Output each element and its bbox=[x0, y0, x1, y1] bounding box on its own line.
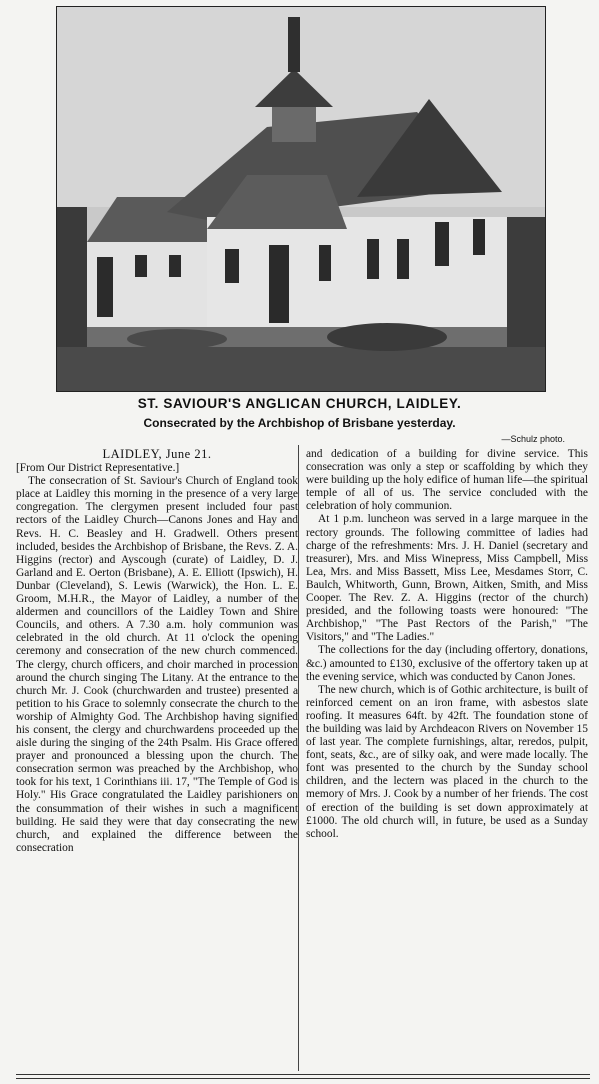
article-paragraph: The consecration of St. Saviour's Church of England took place at Laidley this morning in the presence of a very large congregation. The clergymen present included four past rectors of the Laidley Church—Canons Jones and Hay and Revs. H. C. Beasley and H. Gradwell. Others present included, besides the Archbishop of Brisbane, the Revs. Z. A. Higgins (rector) and Ayscough (curate) of Laidley, D. J. Garland and E. Oerton (Brisbane), A. E. Elliott (Ipswich), H. Dunbar (Cleveland), S. Lewis (Warwick), the Hon. L. E. Groom, M.H.R., the Mayor of Laidley, a number of the aldermen and councillors of the Laidley Town and Shire Councils, and others. A 7.30 a.m. holy communion was celebrated in the old church. At 11 o'clock the opening ceremony and consecration of the new church commenced. The clergy, church officers, and choir marched in procession around the church singing The Litany. At the entrance to the church Mr. J. Cook (churchwarden and trustee) presented a petition to his Grace to solemnly consecrate the church to the worship of Almighty God. The Archbishop having signified his consent, the clergy and churchwardens proceeded up the aisle during the singing of the 24th Psalm. His Grace offered prayer and pronounced a blessing upon the church. The consecration sermon was preached by the Archbishop, who took for his text, 1 Corinthians iii. 17, "The Temple of God is Holy." His Grace congratulated the Laidley parishioners on the consummation of their wishes in such a magnificent building. He said they were that day consecrating the new church, and explained the difference between the consecration bbox=[16, 475, 298, 854]
article-paragraph: The collections for the day (including offertory, donations, &c.) amounted to £130, exclusive of the offertory taken up at the evening service, which was conducted by Canon Jones. bbox=[306, 644, 588, 683]
article-column-left bbox=[16, 448, 298, 1070]
church-illustration bbox=[57, 7, 545, 391]
bottom-rule bbox=[16, 1074, 590, 1075]
photo-credit: —Schulz photo. bbox=[501, 434, 565, 444]
article-paragraph: and dedication of a building for divine service. This consecration was only a step or scaffolding by which they were building up the holy edifice of human life—the spiritual temple of all of us. The service concluded with the celebration of holy communion. bbox=[306, 448, 588, 513]
article-column-right bbox=[306, 448, 588, 1070]
bottom-rule-double bbox=[16, 1078, 590, 1079]
article-headline: ST. SAVIOUR'S ANGLICAN CHURCH, LAIDLEY. bbox=[137, 396, 462, 411]
column-divider bbox=[298, 445, 299, 1071]
article-source: [From Our District Representative.] bbox=[16, 462, 180, 475]
church-photograph bbox=[56, 6, 546, 392]
article-subheadline: Consecrated by the Archbishop of Brisbane yesterday. bbox=[143, 416, 456, 430]
article-paragraph: The new church, which is of Gothic architecture, is built of reinforced cement on an iron frame, with asbestos slate roofing. It measures 64ft. by 42ft. The foundation stone of the building was laid by Archdeacon Rivers on November 15 of last year. The complete furnishings, altar, reredos, pulpit, font, seats, &c., are of silky oak, and were made locally. The font was presented to the church by the Sunday school children, and the lectern was placed in the church to the memory of Mrs. J. Cook by a number of her friends. The cost of erection of the building is set down approximately at £1000. The old church will, in future, be used as a Sunday school. bbox=[306, 683, 588, 840]
article-paragraph: At 1 p.m. luncheon was served in a large marquee in the rectory grounds. The following committee of ladies had charge of the refreshments: Mrs. J. H. Daniel (secretary and treasurer), Mrs. and Miss Winepress, Miss Campbell, Miss Lea, Mrs. and Miss Bassett, Miss Lee, Mesdames Storr, C. Baulch, Whitworth, Gunn, Brown, Aitken, Smith, and Miss Cooper. The Rev. Z. A. Higgins (rector of the church) presided, and the following toasts were honoured: "The Archbishop," "The Past Rectors of the Parish," "The Visitors," and "The Ladies." bbox=[306, 513, 588, 644]
article-dateline: LAIDLEY, June 21. bbox=[102, 448, 212, 461]
